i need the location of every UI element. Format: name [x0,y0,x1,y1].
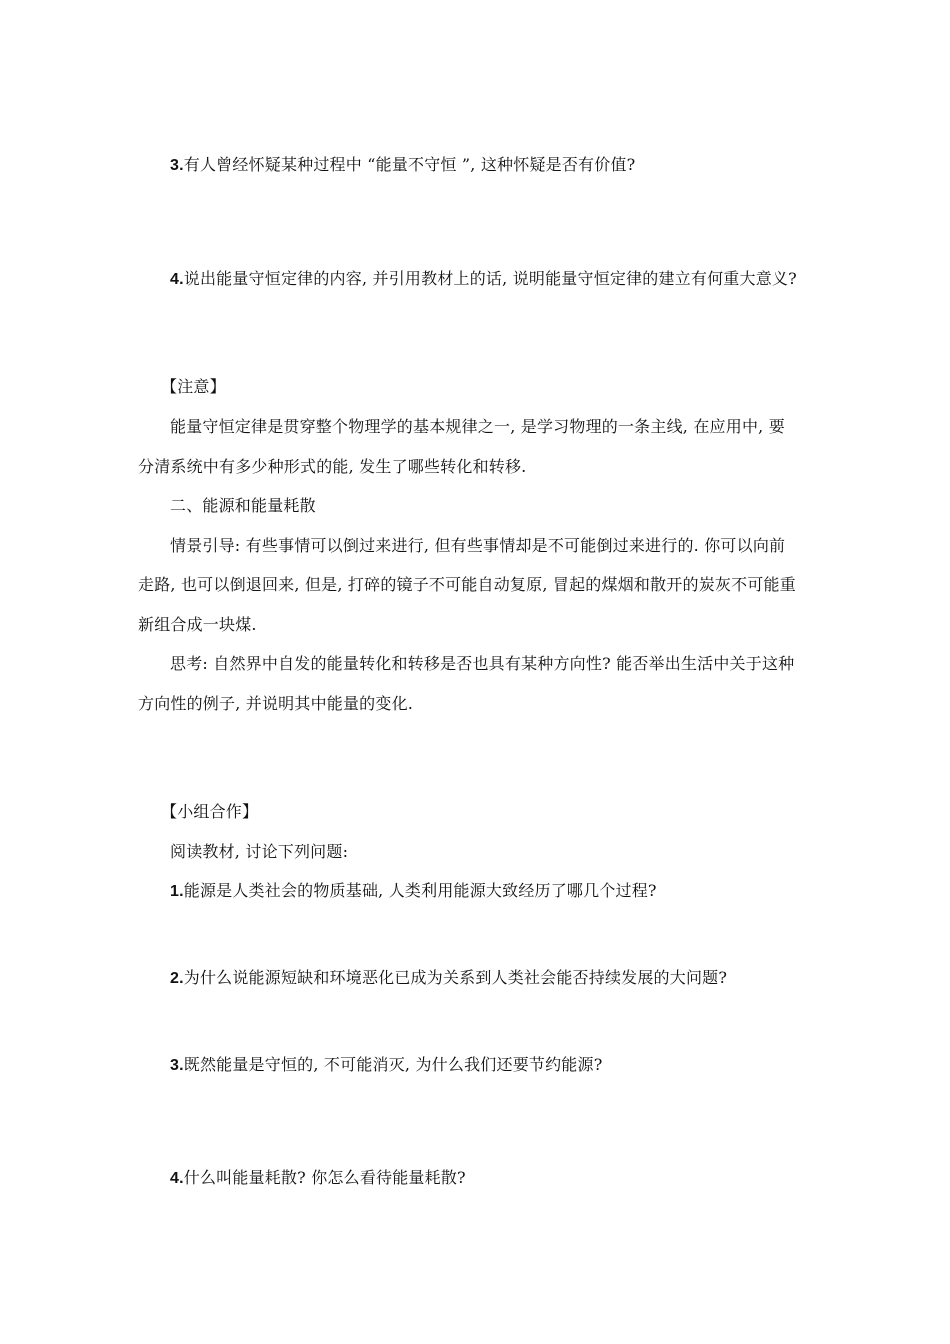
section-heading: 二、能源和能量耗散 [170,496,316,515]
group-question-4 [170,1167,466,1190]
question-text: 说出能量守恒定律的内容, 并引用教材上的话, 说明能量守恒定律的建立有何重大意义? [183,269,797,288]
note-paragraph-line-2: 分清系统中有多少种形式的能, 发生了哪些转化和转移. [138,457,527,476]
group-question-2 [170,967,727,990]
question-number: 4. [170,1170,184,1187]
question-3 [170,154,635,177]
group-question-1 [170,880,657,903]
note-heading: 【注意】 [161,377,226,396]
question-number: 3. [170,1057,184,1074]
question-number: 4. [170,271,184,288]
question-text: 能源是人类社会的物质基础, 人类利用能源大致经历了哪几个过程? [183,881,657,900]
think-line-2: 方向性的例子, 并说明其中能量的变化. [138,694,414,713]
group-question-3 [170,1054,602,1077]
scenario-line-2: 走路, 也可以倒退回来, 但是, 打碎的镜子不可能自动复原, 冒起的煤烟和散开的炭灰不可能重 [138,575,796,594]
scenario-line-3: 新组合成一块煤. [138,615,257,634]
question-text: 有人曾经怀疑某种过程中 “能量不守恒 ”, 这种怀疑是否有价值? [183,155,636,174]
scenario-line-1: 情景引导: 有些事情可以倒过来进行, 但有些事情却是不可能倒过来进行的. 你可以向前 [170,536,786,555]
question-number: 3. [170,157,184,174]
question-text: 既然能量是守恒的, 不可能消灭, 为什么我们还要节约能源? [183,1055,603,1074]
question-number: 2. [170,970,184,987]
question-text: 为什么说能源短缺和环境恶化已成为关系到人类社会能否持续发展的大问题? [183,968,728,987]
group-heading: 【小组合作】 [161,802,259,821]
note-paragraph-line-1: 能量守恒定律是贯穿整个物理学的基本规律之一, 是学习物理的一条主线, 在应用中, 要 [170,417,785,436]
question-4 [170,268,797,291]
group-intro: 阅读教材, 讨论下列问题: [170,842,349,861]
think-line-1: 思考: 自然界中自发的能量转化和转移是否也具有某种方向性? 能否举出生活中关于这种 [170,654,795,673]
question-text: 什么叫能量耗散? 你怎么看待能量耗散? [183,1168,466,1187]
question-number: 1. [170,883,184,900]
